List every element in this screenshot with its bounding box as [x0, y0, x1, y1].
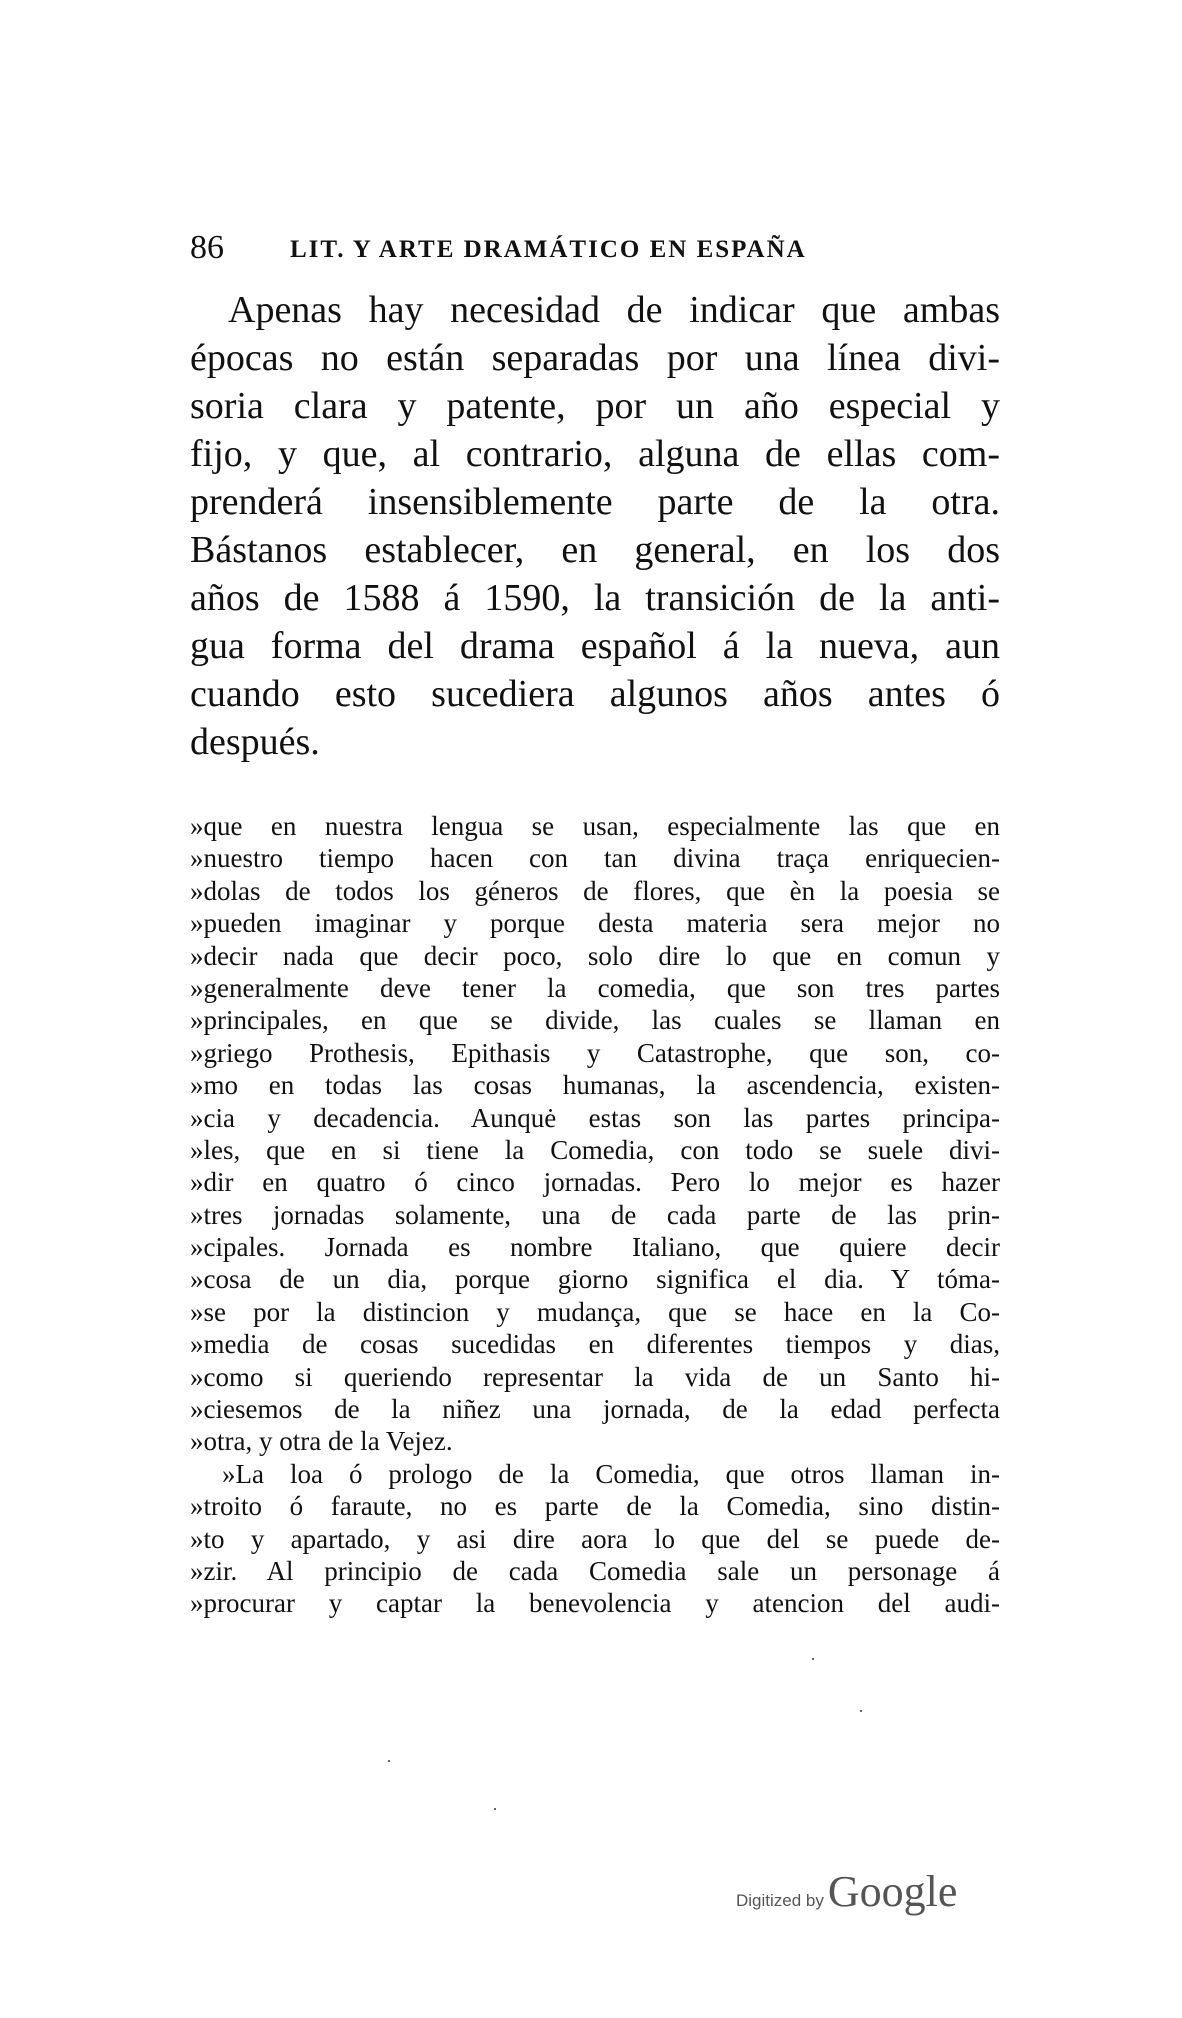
quote-line: »como si queriendo representar la vida de un Santo hi-: [190, 1361, 1000, 1392]
scan-speck: [388, 1760, 390, 1762]
quote-line: »nuestro tiempo hacen con tan divina traça enriquecien-: [190, 843, 1000, 874]
quote-line: »cipales. Jornada es nombre Italiano, que quiere decir: [190, 1232, 1000, 1263]
quote-line: »principales, en que se divide, las cuales se llaman en: [190, 1005, 1000, 1036]
main-line: prenderá insensiblemente parte de la otra.: [190, 481, 1000, 523]
quote-line: »mo en todas las cosas humanas, la ascendencia, existen-: [190, 1070, 1000, 1101]
main-line: años de 1588 á 1590, la transición de la anti-: [190, 577, 1000, 619]
quote-line: »ciesemos de la niñez una jornada, de la edad perfecta: [190, 1394, 1000, 1425]
quote-line: »procurar y captar la benevolencia y atencion del audi-: [190, 1588, 1000, 1619]
main-line: épocas no están separadas por una línea divi-: [190, 337, 1000, 379]
running-head: LIT. Y ARTE DRAMÁTICO EN ESPAÑA: [290, 236, 807, 263]
main-line: Bástanos establecer, en general, en los dos: [190, 529, 1000, 571]
main-line: después.: [190, 721, 320, 763]
google-logo-text: Google: [827, 1867, 958, 1916]
main-line: Apenas hay necesidad de indicar que ambas: [228, 289, 1000, 331]
scan-speck: [494, 1808, 496, 1810]
quote-line: »decir nada que decir poco, solo dire lo que en comun y: [190, 940, 1000, 971]
main-line: cuando esto sucediera algunos años antes ó: [190, 673, 1000, 715]
quote-line: »La loa ó prologo de la Comedia, que otros llaman in-: [222, 1458, 1000, 1489]
watermark-prefix: Digitized by: [736, 1891, 824, 1910]
main-paragraph: [190, 286, 1000, 766]
quote-line: »zir. Al principio de cada Comedia sale un personage á: [190, 1555, 1000, 1586]
quote-line: »cia y decadencia. Aunquė estas son las partes principa-: [190, 1102, 1000, 1133]
main-line: gua forma del drama español á la nueva, aun: [190, 625, 1000, 667]
page-header: [190, 228, 990, 268]
scan-speck: [860, 1710, 862, 1712]
quote-line: »griego Prothesis, Epithasis y Catastrophe, que son, co-: [190, 1037, 1000, 1068]
page-number: 86: [190, 229, 224, 266]
quote-line: »les, que en si tiene la Comedia, con todo se suele divi-: [190, 1134, 1000, 1165]
quote-line: »pueden imaginar y porque desta materia sera mejor no: [190, 908, 1000, 939]
quoted-passage: [190, 810, 1000, 1620]
quote-line: »media de cosas sucedidas en diferentes tiempos y dias,: [190, 1329, 1000, 1360]
quote-line: »generalmente deve tener la comedia, que son tres partes: [190, 972, 1000, 1003]
quote-line: »dolas de todos los géneros de flores, que èn la poesia se: [190, 875, 1000, 906]
main-line: soria clara y patente, por un año especial y: [190, 385, 1000, 427]
quote-line: »otra, y otra de la Vejez.: [190, 1426, 453, 1457]
quote-line: »cosa de un dia, porque giorno significa el dia. Y tóma-: [190, 1264, 1000, 1295]
digitized-watermark: [736, 1866, 957, 1914]
quote-line: »que en nuestra lengua se usan, especialmente las que en: [190, 811, 1000, 841]
quote-line: »se por la distincion y mudança, que se hace en la Co-: [190, 1296, 1000, 1327]
quote-line: »tres jornadas solamente, una de cada parte de las prin-: [190, 1199, 1000, 1230]
quote-line: »troito ó faraute, no es parte de la Comedia, sino distin-: [190, 1491, 1000, 1522]
scan-speck: [812, 1658, 814, 1660]
quote-line: »dir en quatro ó cinco jornadas. Pero lo mejor es hazer: [190, 1167, 1000, 1198]
main-line: fijo, y que, al contrario, alguna de ellas com-: [190, 433, 1000, 475]
quote-line: »to y apartado, y asi dire aora lo que del se puede de-: [190, 1523, 1000, 1554]
